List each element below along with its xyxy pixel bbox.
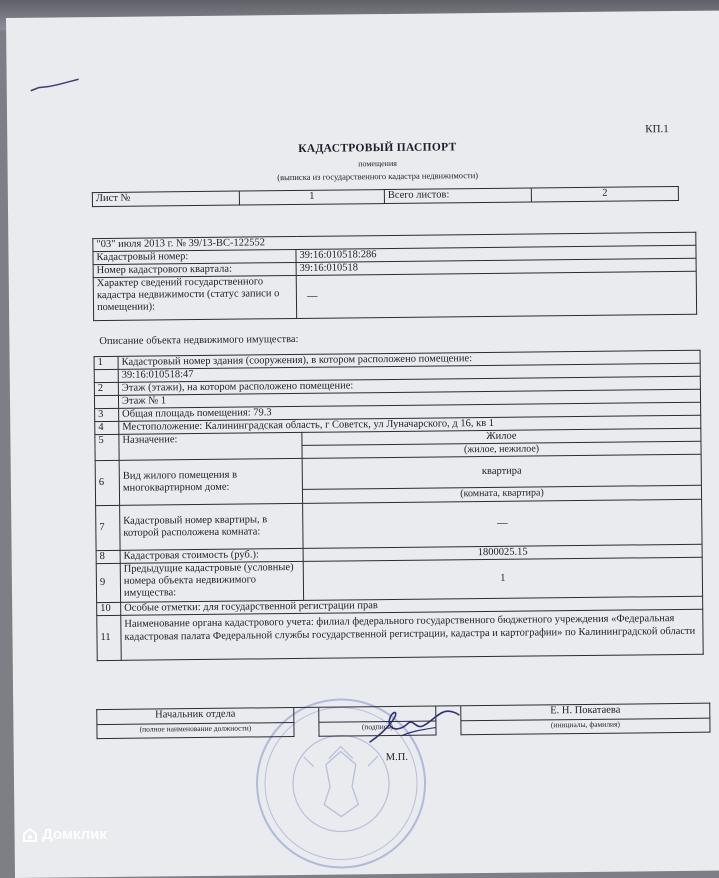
floor-value: Этаж № 1	[118, 389, 700, 408]
total-sheets-label: Всего листов:	[384, 188, 531, 204]
row-number: 1	[94, 356, 118, 369]
form-code: КП.1	[645, 123, 669, 136]
previous-numbers-label: Предыдущие кадастровые (условные) номера объекта недвижимого имущества:	[120, 561, 303, 602]
watermark	[22, 826, 107, 843]
row-number: 6	[95, 460, 119, 505]
signature-hint: (подпись)	[319, 721, 436, 736]
date-number: "03" июля 2013 г. № 39/13-ВС-122552	[93, 232, 696, 251]
apartment-number-value: —	[303, 499, 702, 548]
row-number: 4	[95, 421, 119, 434]
seal-label: М.П.	[385, 751, 408, 764]
row-number: 2	[94, 382, 118, 395]
special-notes: Особые отметки: для государственной регистрации прав	[121, 596, 703, 615]
watermark-text: Домклик	[42, 826, 107, 843]
handwritten-mark-icon	[29, 75, 81, 96]
cadastral-quarter-value: 39:16:010518	[296, 258, 696, 275]
record-status-value: —	[296, 271, 696, 318]
details-table	[92, 232, 697, 321]
row-number-empty	[94, 369, 118, 382]
purpose-hint: (жилое, нежилое)	[302, 441, 701, 458]
sheet-number: 1	[239, 190, 384, 206]
total-sheets-value: 2	[531, 186, 678, 202]
previous-numbers-value: 1	[303, 557, 702, 600]
sheet-table	[92, 186, 679, 207]
registration-authority: Наименование органа кадастрового учета: филиал федерального государственного бюджетного учреждения «Федеральная кадастровая палата Федеральной службы государственной регистрации, кадастра и картографии» по Калининградской области	[121, 609, 703, 660]
floor-label: Этаж (этажи), на котором расположено помещение:	[118, 376, 700, 395]
row-number: 7	[96, 505, 120, 550]
row-number: 9	[96, 563, 120, 602]
dwelling-type-hint: (комната, квартира)	[302, 485, 701, 503]
official-name: Е. Н. Покатаева	[461, 703, 710, 721]
dwelling-type-label: Вид жилого помещения в многоквартирном доме:	[119, 458, 302, 505]
house-logo-icon	[22, 827, 38, 843]
document-page	[6, 10, 719, 877]
row-number: 5	[95, 434, 119, 460]
row-number: 3	[95, 408, 119, 421]
name-hint: (инициалы, фамилия)	[461, 718, 710, 735]
description-label: Описание объекта недвижимого имущества:	[99, 333, 299, 348]
official-position: Начальник отдела	[97, 708, 294, 725]
building-number-label: Кадастровый номер здания (сооружения), в котором расположено помещение:	[118, 350, 700, 369]
sheet-label: Лист №	[92, 191, 239, 207]
apartment-number-label: Кадастровый номер квартиры, в которой расположена комната:	[120, 503, 303, 550]
signature-table	[96, 703, 710, 739]
purpose-value: Жилое	[302, 428, 701, 445]
row-number: 10	[97, 602, 121, 615]
record-status-label: Характер сведений государственного кадастра недвижимости (статус записи о помещении):	[93, 275, 296, 320]
document-subtitle: помещения	[358, 158, 397, 169]
property-description-table	[94, 350, 704, 661]
dwelling-type-value: квартира	[302, 454, 701, 489]
cadastral-quarter-label: Номер кадастрового квартала:	[93, 262, 296, 277]
row-number: 8	[96, 550, 120, 563]
row-number: 11	[97, 615, 121, 660]
document-title: КАДАСТРОВЫЙ ПАСПОРТ	[298, 141, 457, 155]
location-field: Местоположение: Калининградская область, г Советск, ул Луначарского, д 16, кв 1	[119, 415, 701, 434]
purpose-label: Назначение:	[119, 432, 302, 460]
position-hint: (полное наименование должности)	[97, 723, 294, 739]
area-field: Общая площадь помещения: 79.3	[119, 402, 701, 421]
cadastral-number-label: Кадастровый номер:	[93, 249, 296, 264]
row-number-empty	[94, 395, 118, 408]
cadastral-value-label: Кадастровая стоимость (руб.):	[120, 548, 303, 563]
cadastral-number-value: 39:16:010518:286	[296, 245, 696, 262]
document-note: (выписка из государственного кадастра недвижимости)	[277, 170, 479, 183]
building-number-value: 39:16:010518:47	[118, 363, 700, 382]
cadastral-value-amount: 1800025.15	[303, 544, 702, 561]
